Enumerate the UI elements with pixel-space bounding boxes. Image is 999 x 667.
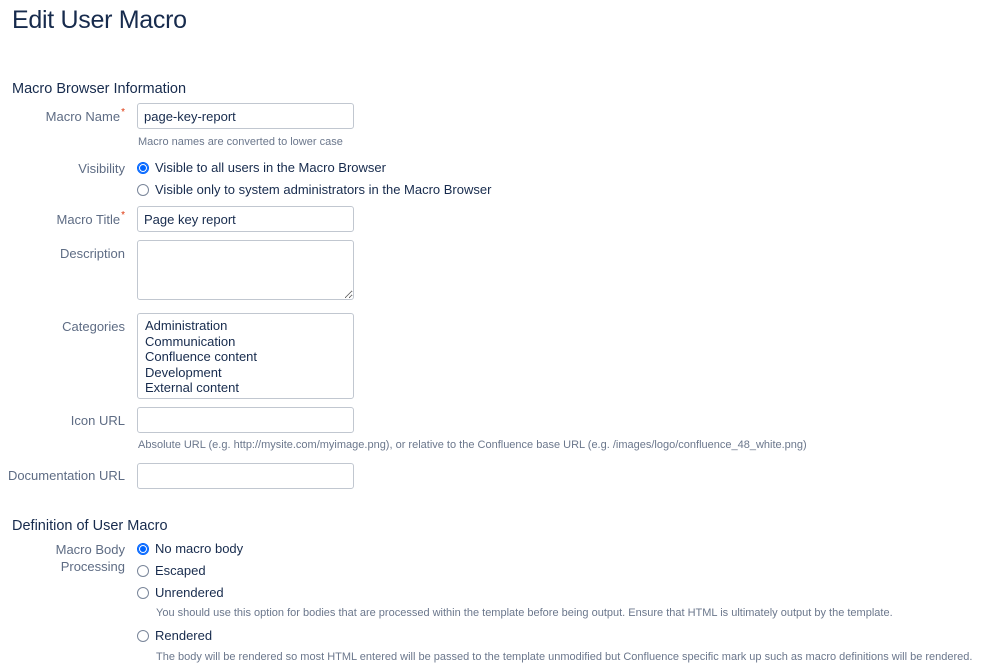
body-option-label: Escaped: [155, 563, 206, 578]
body-processing-label: [56, 541, 125, 575]
body-processing-label-line2: Processing: [60, 559, 125, 574]
page-title: Edit User Macro: [12, 6, 187, 34]
macro-title-label-text: Macro Title: [56, 212, 121, 227]
description-label: Description: [59, 246, 125, 261]
macro-name-input[interactable]: [137, 103, 354, 129]
unrendered-help: You should use this option for bodies that are processed within the template before being output. Ensure that HTML is ultimately output by the template.: [156, 607, 893, 619]
documentation-url-input[interactable]: [137, 463, 354, 489]
category-option[interactable]: Development: [145, 364, 222, 380]
categories-listbox[interactable]: [137, 313, 354, 399]
icon-url-label: Icon URL: [70, 413, 125, 428]
rendered-help: The body will be rendered so most HTML entered will be passed to the template unmodified but Confluence specific mark up such as macro definitions will be rendered.: [156, 651, 973, 663]
body-option-escaped[interactable]: [137, 563, 206, 578]
body-option-label: Rendered: [155, 628, 213, 643]
categories-label: Categories: [62, 319, 125, 334]
icon-url-input[interactable]: [137, 407, 354, 433]
category-option[interactable]: Communication: [145, 333, 236, 349]
body-processing-label-line1: Macro Body: [55, 542, 125, 557]
required-marker: *: [121, 107, 125, 118]
radio-checked-icon[interactable]: [137, 543, 149, 555]
radio-unchecked-icon[interactable]: [137, 630, 149, 642]
visibility-option-all-users[interactable]: [137, 160, 386, 175]
radio-checked-icon[interactable]: [137, 162, 149, 174]
category-option[interactable]: External content: [145, 380, 239, 396]
visibility-label: Visibility: [78, 161, 125, 176]
description-textarea[interactable]: [137, 240, 354, 300]
category-option[interactable]: Confluence content: [145, 349, 258, 365]
visibility-option-admins-only[interactable]: [137, 182, 491, 197]
macro-name-label: [46, 108, 125, 127]
section-title-definition: Definition of User Macro: [12, 518, 168, 534]
section-title-browser-info: Macro Browser Information: [12, 81, 187, 97]
required-marker: *: [121, 210, 125, 221]
body-option-unrendered[interactable]: [137, 585, 224, 600]
radio-unchecked-icon[interactable]: [137, 565, 149, 577]
visibility-option-label: Visible to all users in the Macro Browser: [155, 160, 386, 175]
radio-unchecked-icon[interactable]: [137, 184, 149, 196]
macro-name-help: Macro names are converted to lower case: [138, 136, 343, 148]
body-option-no-body[interactable]: [137, 541, 243, 556]
macro-name-label-text: Macro Name: [45, 109, 121, 124]
body-option-label: Unrendered: [155, 585, 224, 600]
icon-url-help: Absolute URL (e.g. http://mysite.com/myimage.png), or relative to the Confluence base URL (e.g. /images/logo/confluence_48_white.png): [138, 439, 807, 451]
radio-unchecked-icon[interactable]: [137, 587, 149, 599]
body-option-rendered[interactable]: [137, 628, 212, 643]
macro-title-input[interactable]: [137, 206, 354, 232]
body-option-label: No macro body: [155, 541, 244, 556]
documentation-url-label: Documentation URL: [7, 468, 125, 483]
visibility-option-label: Visible only to system administrators in the Macro Browser: [155, 182, 492, 197]
category-option[interactable]: Administration: [145, 318, 228, 333]
macro-title-label: [57, 211, 125, 230]
